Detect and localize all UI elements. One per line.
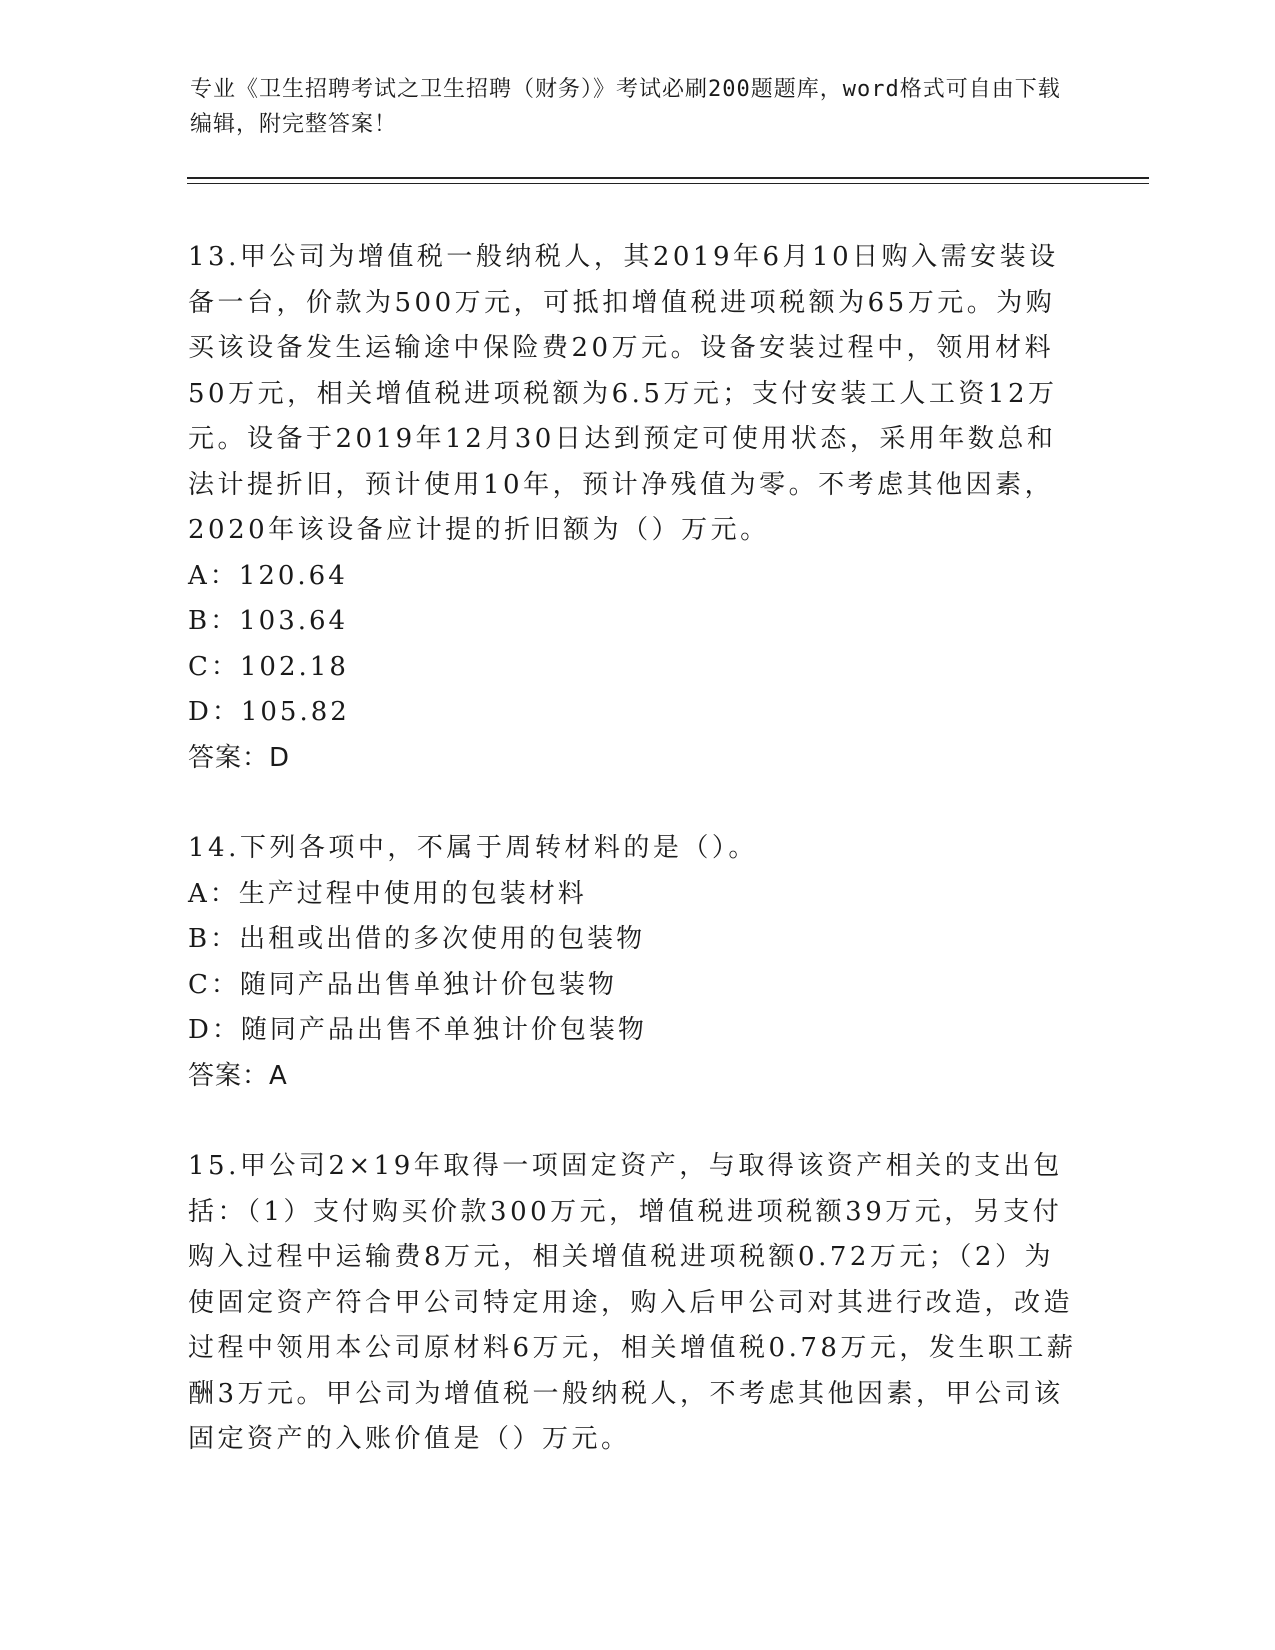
question-13 xyxy=(188,235,1078,781)
option-c: C：随同产品出售单独计价包装物 xyxy=(188,969,617,1000)
answer: 答案：D xyxy=(188,742,291,773)
question-14 xyxy=(188,826,1078,1099)
option-a: A：120.64 xyxy=(188,560,348,591)
option-b: B：103.64 xyxy=(188,606,349,636)
answer: 答案：A xyxy=(188,1060,288,1091)
option-d: D：105.82 xyxy=(188,697,350,727)
option-d: D：随同产品出售不单独计价包装物 xyxy=(188,1015,647,1045)
option-b: B：出租或出借的多次使用的包装物 xyxy=(188,924,646,954)
header-divider xyxy=(187,177,1149,179)
question-list xyxy=(188,235,1078,1508)
document-header: 专业《卫生招聘考试之卫生招聘（财务）》考试必刷200题题库，word格式可自由下载编辑，附完整答案！ xyxy=(190,77,1061,137)
question-text: 13.甲公司为增值税一般纳税人，其2019年6月10日购入需安装设备一台，价款为500万元，可抵扣增值税进项税额为65万元。为购买该设备发生运输途中保险费20万元。设备安装过程中，领用材料50万元，相关增值税进项税额为6.5万元；支付安装工人工资12万元。设备于2019年12月30日达到预定可使用状态，采用年数总和法计提折旧，预计使用10年，预计净残值为零。不考虑其他因素，2020年该设备应计提的折旧额为（）万元。 xyxy=(188,242,1059,545)
header-divider-thin xyxy=(187,183,1149,184)
question-text: 15.甲公司2×19年取得一项固定资产，与取得该资产相关的支出包括：（1）支付购买价款300万元，增值税进项税额39万元，另支付购入过程中运输费8万元，相关增值税进项税额0.72万元；（2）为使固定资产符合甲公司特定用途，购入后甲公司对其进行改造，改造过程中领用本公司原材料6万元，相关增值税0.78万元，发生职工薪酬3万元。甲公司为增值税一般纳税人，不考虑其他因素，甲公司该固定资产的入账价值是（）万元。 xyxy=(188,1151,1077,1454)
option-c: C：102.18 xyxy=(188,651,349,682)
question-text: 14.下列各项中，不属于周转材料的是（）。 xyxy=(188,833,758,863)
option-a: A：生产过程中使用的包装材料 xyxy=(188,878,587,909)
question-15 xyxy=(188,1144,1078,1463)
